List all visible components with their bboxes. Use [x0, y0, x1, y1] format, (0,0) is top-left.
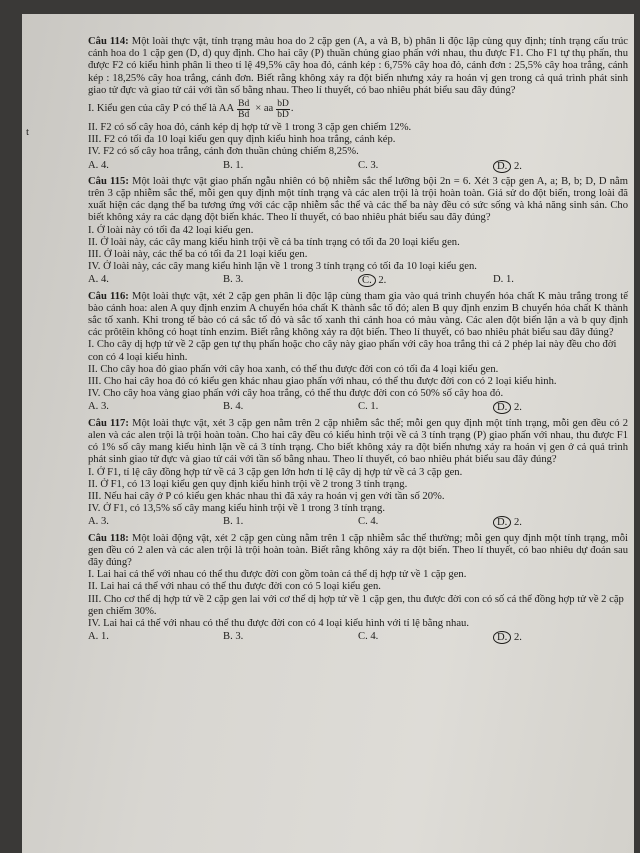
- question-114: [88, 36, 628, 173]
- answer-option: [88, 401, 223, 414]
- fraction-parent-2-denominator: bD: [277, 110, 289, 121]
- answer-options: [88, 401, 628, 414]
- answer-letter: A.: [88, 401, 99, 413]
- question-stem: [88, 533, 628, 570]
- answer-option: [493, 401, 628, 414]
- answer-value: 3.: [370, 159, 379, 171]
- question-number: Câu 117:: [88, 417, 129, 429]
- question-text: Một loài thực vật, tính trạng màu hoa do 2 cặp gen (A, a và B, b) phân li độc lập cùng quy định; tính trạng cấu trúc cánh hoa do 1 cặp gen (D, d) quy định. Cho hai cây (P) thuần chủng giao phấn với nhau, thu được F1. Cho F1 tự thụ phấn, thu được F2 có kiểu hình phân li theo tỉ lệ 49,5% cây hoa đỏ, cánh kép : 6,75% cây hoa đỏ, cánh đơn : 25,5% cây hoa trắng, cánh kép : 18,25% cây hoa trắng, cánh đơn. Biết rằng không xảy ra đột biến nhưng xảy ra hoán vị gen trong cả quá trình phát sinh giao tử đực và giao tử cái với tần số bằng nhau. Theo lí thuyết, có bao nhiêu phát biểu sau đây đúng?: [88, 36, 628, 96]
- question-number: Câu 116:: [88, 290, 129, 302]
- exam-page: [22, 14, 634, 853]
- fraction-parent-1-denominator: Bd: [238, 110, 250, 121]
- answer-option: [88, 631, 223, 644]
- question-text: Một loài thực vật, xét 2 cặp gen phân li độc lập cùng tham gia vào quá trình chuyển hóa chất K màu trắng trong tế bào cánh hoa: alen A quy định enzim A chuyển hóa chất K thành sắc tố đỏ; alen B quy định enzim B chuyển hóa chất K thành sắc tố xanh. Khi trong tế bào có cả sắc tố đỏ và sắc tố xanh thì cánh hoa có màu vàng. Các alen đột biến lặn a và b quy định các prôtêin không có hoạt tính enzim. Biết rằng không xảy ra đột biến. Theo lí thuyết, có bao nhiêu phát biểu sau đây đúng?: [88, 290, 628, 339]
- question-number: Câu 114:: [88, 36, 129, 47]
- statement: III. F2 có tối đa 10 loại kiểu gen quy định kiểu hình hoa trắng, cánh kép.: [88, 134, 396, 146]
- answer-option: [358, 631, 493, 644]
- fraction-parent-1: [237, 99, 250, 120]
- statement: IV. Ở F1, có 13,5% số cây mang kiểu hình trội về 1 trong 3 tính trạng.: [88, 503, 385, 515]
- circled-answer-letter: D.: [493, 631, 511, 644]
- question-stem: [88, 36, 628, 97]
- answer-value: 3.: [235, 631, 244, 643]
- answer-value: 4.: [100, 159, 109, 171]
- answer-option: [493, 631, 628, 644]
- question-115: [88, 176, 628, 288]
- answer-value: 1.: [100, 631, 109, 643]
- statement: IV. Ở loài này, các cây mang kiểu hình lặn về 1 trong 3 tính trạng có tối đa 10 loại kiểu gen.: [88, 261, 477, 273]
- answer-value: 3.: [100, 516, 109, 528]
- answer-letter: B.: [223, 401, 233, 413]
- circled-answer-letter: D.: [493, 160, 511, 173]
- answer-value: 2.: [513, 402, 522, 414]
- statement: IV. Cho cây hoa vàng giao phấn với cây hoa trắng, có thể thu được đời con có 50% số cây hoa đỏ.: [88, 388, 504, 400]
- answer-value: 4.: [100, 274, 109, 286]
- question-text: Một loài thực vật, xét 3 cặp gen nằm trên 2 cặp nhiễm sắc thể; mỗi gen quy định một tính trạng, mỗi gen đều có 2 alen và các alen trội là trội hoàn toàn. Cho hai cây đều có kiểu hình trội về cả 3 tính trạng (P) giao phấn với nhau, thu được F1 có 1% số cây mang kiểu hình lặn về cả 3 tính trạng. Cho biết không xảy ra đột biến nhưng xảy ra hoán vị gen ở cả quá trình phát sinh giao tử đực và giao tử cái với tần số bằng nhau. Theo lí thuyết, có bao nhiêu phát biểu sau đây đúng?: [88, 417, 628, 466]
- formula-prefix: I. Kiểu gen của cây P có thể là AA: [88, 103, 235, 115]
- answer-value: 2.: [513, 160, 522, 172]
- answer-value: 2.: [513, 517, 522, 529]
- question-stem: [88, 418, 628, 467]
- margin-mark: t: [26, 126, 30, 138]
- statement: II. Ở F1, có 13 loại kiểu gen quy định kiểu hình trội về 2 trong 3 tính trạng.: [88, 478, 408, 490]
- answer-letter: C.: [358, 401, 368, 413]
- answer-option: [223, 160, 358, 173]
- statement: II. Lai hai cá thể với nhau có thể thu được đời con có 5 loại kiểu gen.: [88, 581, 381, 593]
- statement: I. Cho cây dị hợp tử về 2 cặp gen tự thụ phấn hoặc cho cây này giao phấn với cây hoa trắng thì cả 2 phép lai này đều cho đời con có 4 loại kiểu hình.: [88, 339, 617, 363]
- answer-option: [358, 516, 493, 529]
- statement: III. Ở loài này, các thể ba có tối đa 21 loại kiểu gen.: [88, 249, 308, 261]
- answer-letter: B.: [223, 159, 233, 171]
- question-117: [88, 418, 628, 530]
- answer-option: [358, 274, 493, 287]
- answer-letter: B.: [223, 274, 233, 286]
- circled-answer-letter: D.: [493, 401, 511, 414]
- formula-middle: × aa: [255, 103, 274, 115]
- answer-option: [493, 274, 628, 287]
- answer-option: [88, 274, 223, 287]
- answer-value: 1.: [370, 401, 379, 413]
- formula-suffix: .: [290, 103, 294, 115]
- statement: IV. F2 có số cây hoa trắng, cánh đơn thuần chủng chiếm 8,25%.: [88, 146, 359, 158]
- answer-letter: C.: [358, 631, 368, 643]
- answer-option: [358, 160, 493, 173]
- answer-option: [223, 631, 358, 644]
- question-stem: [88, 176, 628, 225]
- question-118: [88, 533, 628, 645]
- fraction-parent-2: [276, 99, 290, 120]
- answer-value: 1.: [505, 274, 514, 286]
- answer-letter: C.: [358, 516, 368, 528]
- answer-letter: C.: [358, 159, 368, 171]
- answer-option: [88, 516, 223, 529]
- question-text: Một loài động vật, xét 2 cặp gen cùng nằm trên 1 cặp nhiễm sắc thể thường; mỗi gen quy định một tính trạng, mỗi gen đều có 2 alen và các alen trội là trội hoàn toàn. Biết rằng không xảy ra đột biến. Theo lí thuyết, có bao nhiêu dự đoán sau đây đúng?: [88, 532, 628, 568]
- genotype-formula: [88, 99, 628, 120]
- answer-option: [358, 401, 493, 414]
- question-stem: [88, 291, 628, 340]
- answer-value: 2.: [378, 275, 387, 287]
- answer-letter: B.: [223, 631, 233, 643]
- answer-letter: A.: [88, 516, 99, 528]
- answer-letter: B.: [223, 516, 233, 528]
- statement: II. Ở loài này, các cây mang kiểu hình trội về cả ba tính trạng có tối đa 20 loại kiểu gen.: [88, 236, 460, 248]
- answer-options: [88, 631, 628, 644]
- answer-value: 2.: [513, 632, 522, 644]
- statement: IV. Lai hai cá thể với nhau có thể thu được đời con có 4 loại kiểu hình với tỉ lệ bằng nhau.: [88, 617, 469, 629]
- answer-letter: A.: [88, 159, 99, 171]
- answer-value: 4.: [235, 401, 244, 413]
- statement: II. Cho cây hoa đỏ giao phấn với cây hoa xanh, có thể thu được đời con có tối đa 4 loại kiểu gen.: [88, 363, 499, 375]
- circled-answer-letter: C.: [358, 274, 376, 287]
- answer-option: [493, 160, 628, 173]
- answer-options: [88, 516, 628, 529]
- statement: III. Cho hai cây hoa đỏ có kiểu gen khác nhau giao phấn với nhau, có thể thu được đời con có 2 loại kiểu hình.: [88, 376, 557, 388]
- fraction-parent-1-numerator: Bd: [238, 99, 250, 110]
- answer-letter: A.: [88, 274, 99, 286]
- circled-answer-letter: D.: [493, 516, 511, 529]
- answer-value: 4.: [370, 516, 379, 528]
- question-number: Câu 118:: [88, 532, 129, 544]
- answer-value: 4.: [370, 631, 379, 643]
- answer-letter: D.: [493, 274, 504, 286]
- question-number: Câu 115:: [88, 175, 129, 187]
- statement: I. Lai hai cá thể với nhau có thể thu được đời con gồm toàn cá thể dị hợp tử về 1 cặp gen.: [88, 569, 467, 581]
- answer-value: 1.: [235, 516, 244, 528]
- answer-value: 3.: [100, 401, 109, 413]
- statement: I. Ở loài này có tối đa 42 loại kiểu gen.: [88, 224, 254, 236]
- answer-value: 1.: [235, 159, 244, 171]
- exam-content: [88, 36, 628, 647]
- answer-option: [493, 516, 628, 529]
- statement: III. Cho cơ thể dị hợp tử về 2 cặp gen lai với cơ thể dị hợp tử về 1 cặp gen, thu được đời con có số cá thể đồng hợp tử về 2 cặp gen chiếm 30%.: [88, 593, 624, 617]
- answer-letter: A.: [88, 631, 99, 643]
- answer-value: 3.: [235, 274, 244, 286]
- fraction-parent-2-numerator: bD: [277, 99, 289, 110]
- answer-option: [223, 516, 358, 529]
- statement: I. Ở F1, tỉ lệ cây đồng hợp tử về cả 3 cặp gen lớn hơn tỉ lệ cây dị hợp tử về cả 3 cặp gen.: [88, 466, 463, 478]
- answer-option: [88, 160, 223, 173]
- answer-options: [88, 160, 628, 173]
- question-116: [88, 291, 628, 415]
- answer-options: [88, 274, 628, 287]
- statement: II. F2 có số cây hoa đỏ, cánh kép dị hợp tử về 1 trong 3 cặp gen chiếm 12%.: [88, 122, 412, 134]
- statement: III. Nếu hai cây ở P có kiểu gen khác nhau thì đã xảy ra hoán vị gen với tần số 20%.: [88, 490, 445, 502]
- answer-option: [223, 401, 358, 414]
- question-text: Một loài thực vật giao phấn ngẫu nhiên có bộ nhiễm sắc thể lưỡng bội 2n = 6. Xét 3 cặp gen A, a; B, b; D, D nằm trên 3 cặp nhiễm sắc thể, mỗi gen quy định một tính trạng và các alen trội là trội hoàn toàn. Giả sử do đột biến, trong loài đã xuất hiện các dạng thể ba tương ứng với các cặp nhiễm sắc thể và các thể ba này đều có sức sống và khả năng sinh sản. Cho biết không xảy ra các dạng đột biến khác. Theo lí thuyết, có bao nhiêu phát biểu sau đây đúng?: [88, 175, 628, 224]
- answer-option: [223, 274, 358, 287]
